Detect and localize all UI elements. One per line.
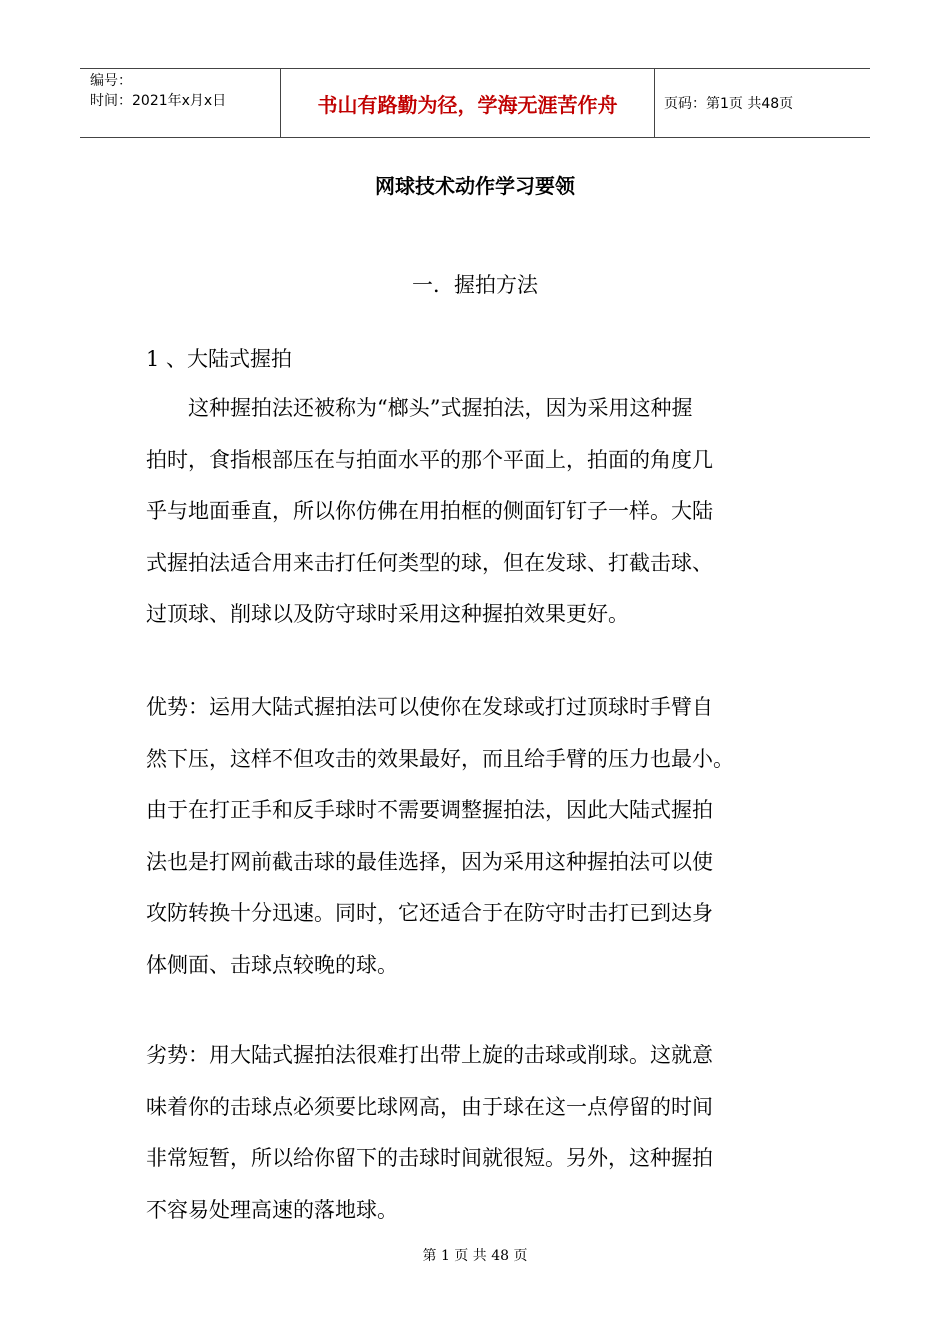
header-motto-cell [280, 69, 655, 137]
paragraph-line: 拍时，食指根部压在与拍面水平的那个平面上，拍面的角度几 [146, 447, 713, 472]
paragraph-line: 由于在打正手和反手球时不需要调整握拍法，因此大陆式握拍 [146, 798, 713, 822]
header-info-cell [80, 69, 280, 137]
paragraph-line: 这种握拍法还被称为“榔头”式握拍法，因为采用这种握 [188, 396, 693, 420]
paragraph-line: 然下压，这样不但攻击的效果最好，而且给手臂的压力也最小。 [146, 746, 734, 771]
paragraph-advantages [146, 682, 826, 991]
paragraph-line: 优势：运用大陆式握拍法可以使你在发球或打过顶球时手臂自 [146, 695, 713, 719]
section-heading: 一．握拍方法 [412, 273, 538, 297]
paragraph-line: 味着你的击球点必须要比球网高，由于球在这一点停留的时间 [146, 1094, 713, 1119]
paragraph-line: 劣势：用大陆式握拍法很难打出带上旋的击球或削球。这就意 [146, 1043, 713, 1067]
paragraph-line: 乎与地面垂直，所以你仿佛在用拍框的侧面钉钉子一样。大陆 [146, 499, 713, 523]
document-title: 网球技术动作学习要领 [375, 174, 575, 198]
motto-text: 书山有路勤为径，学海无涯苦作舟 [317, 93, 618, 117]
date-label: 时间：2021年x月x日 [90, 93, 227, 109]
paragraph-line: 式握拍法适合用来击打任何类型的球，但在发球、打截击球、 [146, 550, 713, 575]
paragraph-line: 攻防转换十分迅速。同时，它还适合于在防守时击打已到达身 [146, 901, 713, 925]
paragraph-line: 非常短暂，所以给你留下的击球时间就很短。另外，这种握拍 [146, 1146, 713, 1170]
paragraph-line: 不容易处理高速的落地球。 [146, 1197, 398, 1222]
paragraph-line: 过顶球、削球以及防守球时采用这种握拍效果更好。 [146, 602, 629, 626]
sub-heading: 1 、大陆式握拍 [146, 347, 293, 371]
paragraph-disadvantages [146, 1030, 826, 1236]
page-footer: 第 1 页 共 48 页 [422, 1248, 528, 1264]
header-table [80, 68, 870, 138]
header-page-cell [654, 69, 870, 137]
paragraph-line: 体侧面、击球点较晚的球。 [146, 952, 398, 977]
paragraph-intro [146, 383, 826, 641]
paragraph-line: 法也是打网前截击球的最佳选择，因为采用这种握拍法可以使 [146, 849, 713, 874]
number-label: 编号： [90, 73, 132, 89]
page-info: 页码：第1页 共48页 [664, 96, 794, 112]
